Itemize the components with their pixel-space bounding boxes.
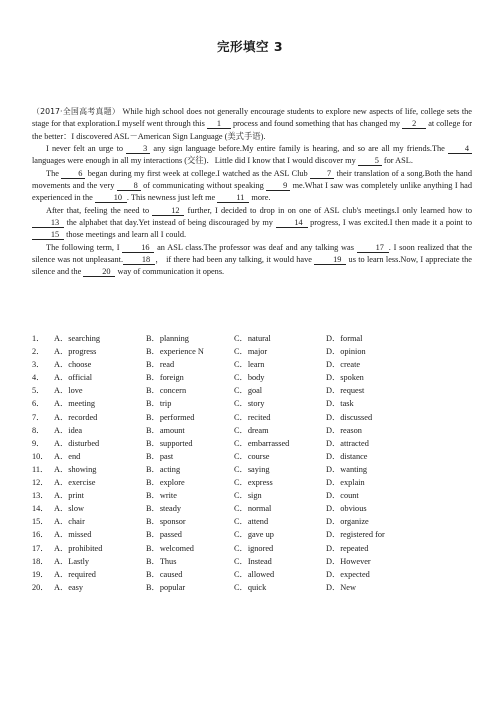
option-b: B．trip <box>146 399 172 409</box>
passage-text: languages were enough in all my interactions (交往)．Little did I know that I would discover my <box>32 156 358 166</box>
option-row <box>32 358 472 371</box>
option-c: C．course <box>234 451 270 461</box>
options-list <box>32 332 472 594</box>
option-b: B．acting <box>146 464 181 474</box>
question-number: 16． <box>32 530 49 540</box>
question-source: （2017·全国高考真题） <box>32 107 121 116</box>
option-b: B．experience N <box>146 347 204 357</box>
passage-text: the alphabet that day.Yet instead of being discouraged by my <box>64 218 276 228</box>
option-row <box>32 568 472 581</box>
option-b: B．sponsor <box>146 517 186 527</box>
option-d: D．distance <box>326 451 368 461</box>
passage-paragraph <box>32 242 472 279</box>
option-row <box>32 463 472 476</box>
option-c: C．quick <box>234 582 267 592</box>
question-number: 9． <box>32 438 45 448</box>
option-b: B．welcomed <box>146 543 194 553</box>
question-number: 15． <box>32 517 49 527</box>
option-row <box>32 411 472 424</box>
option-a: A．required <box>54 569 96 579</box>
passage-text: began during my first week at college.I watched as the ASL Club <box>85 168 311 178</box>
cloze-blank: 3 <box>126 144 150 154</box>
option-c: C．major <box>234 347 268 357</box>
option-a: A．showing <box>54 464 97 474</box>
option-b: B．amount <box>146 425 185 435</box>
option-c: C．attend <box>234 517 269 527</box>
option-a: A．idea <box>54 425 83 435</box>
cloze-blank: 2 <box>402 119 426 129</box>
question-number: 5． <box>32 386 45 396</box>
passage-paragraph <box>32 168 472 205</box>
option-row <box>32 489 472 502</box>
option-a: A．chair <box>54 517 85 527</box>
option-row <box>32 581 472 594</box>
option-a: A．slow <box>54 504 84 514</box>
passage-paragraph <box>32 205 472 242</box>
option-a: A．recorded <box>54 412 98 422</box>
option-b: B．explore <box>146 478 185 488</box>
option-c: C．natural <box>234 334 271 343</box>
option-c: C．Instead <box>234 556 272 566</box>
option-d: D．However <box>326 556 371 566</box>
question-number: 4． <box>32 373 45 383</box>
passage-text: for ASL. <box>381 156 413 166</box>
option-a: A．official <box>54 373 93 383</box>
option-row <box>32 502 472 515</box>
question-number: 6． <box>32 399 45 409</box>
option-d: D．repeated <box>326 543 369 553</box>
option-b: B．supported <box>146 438 193 448</box>
option-d: D．count <box>326 491 359 501</box>
option-d: D．registered for <box>326 530 385 540</box>
question-number: 19． <box>32 569 49 579</box>
option-row <box>32 555 472 568</box>
option-b: B．passed <box>146 530 182 540</box>
passage-text: us to learn less.Now, I appreciate the silence and the <box>32 255 472 277</box>
cloze-blank: 7 <box>310 169 334 179</box>
option-c: C．story <box>234 399 265 409</box>
cloze-blank: 14 <box>276 218 308 228</box>
option-d: D．explain <box>326 478 365 488</box>
passage-text: . This newness just left me <box>126 193 218 203</box>
cloze-blank: 15 <box>32 230 64 240</box>
option-b: B．Thus <box>146 556 177 566</box>
option-a: A．love <box>54 386 83 396</box>
option-b: B．foreign <box>146 373 184 383</box>
option-b: B．read <box>146 360 175 370</box>
passage-text: those meetings and learn all I could. <box>64 230 187 240</box>
option-row <box>32 515 472 528</box>
option-b: B．concern <box>146 386 187 396</box>
option-c: C．body <box>234 373 265 383</box>
passage-text: progress, I was excited.I then made it a point to <box>307 218 472 228</box>
option-a: A．meeting <box>54 399 96 409</box>
option-d: D．attracted <box>326 438 369 448</box>
cloze-blank: 16 <box>122 243 154 253</box>
question-number: 7． <box>32 412 45 422</box>
option-row <box>32 332 472 345</box>
option-c: C．goal <box>234 386 263 396</box>
option-a: A．searching <box>54 334 101 343</box>
question-number: 17． <box>32 543 49 553</box>
option-b: B．write <box>146 491 177 501</box>
cloze-blank: 10 <box>95 193 127 203</box>
passage-text: The following term, I <box>46 242 123 252</box>
question-number: 20． <box>32 582 49 592</box>
passage-text: an ASL class.The professor was deaf and any talking was <box>154 242 357 252</box>
option-c: C．recited <box>234 412 271 422</box>
passage-text: more. <box>249 193 271 203</box>
option-row <box>32 424 472 437</box>
option-c: C．sign <box>234 491 262 501</box>
option-row <box>32 476 472 489</box>
passage-text: any sign language before.My entire family is hearing, and so are all my friends.The <box>150 144 448 154</box>
question-number: 14． <box>32 504 49 514</box>
passage-text: way of communication it opens. <box>115 267 225 277</box>
option-b: B．popular <box>146 582 186 592</box>
option-row <box>32 437 472 450</box>
option-c: C．embarrassed <box>234 438 290 448</box>
cloze-blank: 19 <box>314 255 346 265</box>
option-d: D．organize <box>326 517 369 527</box>
cloze-blank: 20 <box>83 267 115 277</box>
passage-text: The <box>46 168 62 178</box>
option-row <box>32 397 472 410</box>
cloze-blank: 13 <box>32 218 64 228</box>
option-row <box>32 384 472 397</box>
option-a: A．disturbed <box>54 438 100 448</box>
option-c: C．ignored <box>234 543 274 553</box>
passage-text: of communicating without speaking <box>140 181 267 191</box>
question-number: 11． <box>32 464 49 474</box>
option-a: A．choose <box>54 360 92 370</box>
passage-text: me.What I saw was completely unlike anything I had experienced in the <box>32 181 472 203</box>
option-b: B．planning <box>146 334 189 343</box>
cloze-blank: 9 <box>266 181 290 191</box>
option-d: D．create <box>326 360 361 370</box>
option-d: D．obvious <box>326 504 367 514</box>
option-a: A．end <box>54 451 81 461</box>
question-number: 8． <box>32 425 45 435</box>
passage-text: their translation of a song.Both the hand movements and the very <box>32 168 472 191</box>
option-row <box>32 542 472 555</box>
option-d: D．formal <box>326 334 363 343</box>
cloze-blank: 5 <box>358 156 382 166</box>
option-d: D．reason <box>326 425 362 435</box>
option-d: D．opinion <box>326 347 366 357</box>
option-c: C．saying <box>234 464 270 474</box>
option-a: A．print <box>54 491 84 501</box>
question-number: 3． <box>32 360 45 370</box>
passage-text: process and found something that has changed my <box>230 119 403 129</box>
page-title: 完形填空 3 <box>216 39 284 54</box>
passage-text: at college for the better：I discovered ASL－American Sign Language (美式手语). <box>32 119 473 141</box>
option-d: D．spoken <box>326 373 364 383</box>
cloze-blank: 12 <box>152 206 184 216</box>
passage-text: further, I decided to drop in on one of ASL club's meetings.I only learned how to <box>184 205 472 215</box>
question-number: 12． <box>32 478 49 488</box>
passage-text: After that, feeling the need to <box>46 205 153 215</box>
option-c: C．learn <box>234 360 265 370</box>
cloze-blank: 8 <box>117 181 141 191</box>
cloze-blank: 17 <box>357 243 389 253</box>
passage-text: While high school does not generally encourage students to explore new aspects of life, college sets the stage for that exploration.I myself went through this <box>32 107 472 129</box>
option-b: B．steady <box>146 504 182 514</box>
cloze-blank: 1 <box>207 119 231 129</box>
option-d: D．task <box>326 399 354 409</box>
question-number: 10． <box>32 451 49 461</box>
passage-text: . I soon realized that the silence was not unpleasant. <box>32 242 472 265</box>
passage-paragraph <box>32 143 472 168</box>
option-b: B．performed <box>146 412 195 422</box>
passage-text: ， if there had been any talking, it would have <box>155 255 315 265</box>
question-number: 1． <box>32 334 45 343</box>
option-row <box>32 528 472 541</box>
option-a: A．Lastly <box>54 556 90 566</box>
cloze-blank: 4 <box>448 144 472 154</box>
option-d: D．wanting <box>326 464 368 474</box>
passage-paragraph <box>32 106 472 143</box>
cloze-passage <box>32 106 472 279</box>
cloze-blank: 18 <box>123 255 155 265</box>
option-d: D．expected <box>326 569 370 579</box>
option-b: B．caused <box>146 569 183 579</box>
question-number: 2． <box>32 347 45 357</box>
cloze-blank: 6 <box>61 169 85 179</box>
option-a: A．missed <box>54 530 92 540</box>
option-b: B．past <box>146 451 174 461</box>
question-number: 13． <box>32 491 49 501</box>
option-row <box>32 345 472 358</box>
option-row <box>32 371 472 384</box>
option-a: A．exercise <box>54 478 96 488</box>
option-row <box>32 450 472 463</box>
option-a: A．easy <box>54 582 84 592</box>
cloze-blank: 11 <box>217 193 249 203</box>
option-c: C．normal <box>234 504 272 514</box>
option-a: A．progress <box>54 347 97 357</box>
option-d: D．New <box>326 582 356 592</box>
option-c: C．allowed <box>234 569 275 579</box>
option-a: A．prohibited <box>54 543 103 553</box>
option-c: C．dream <box>234 425 269 435</box>
option-d: D．discussed <box>326 412 373 422</box>
passage-text: I never felt an urge to <box>46 144 127 154</box>
question-number: 18． <box>32 556 49 566</box>
option-d: D．request <box>326 386 365 396</box>
option-c: C．express <box>234 478 273 488</box>
option-c: C．gave up <box>234 530 274 540</box>
